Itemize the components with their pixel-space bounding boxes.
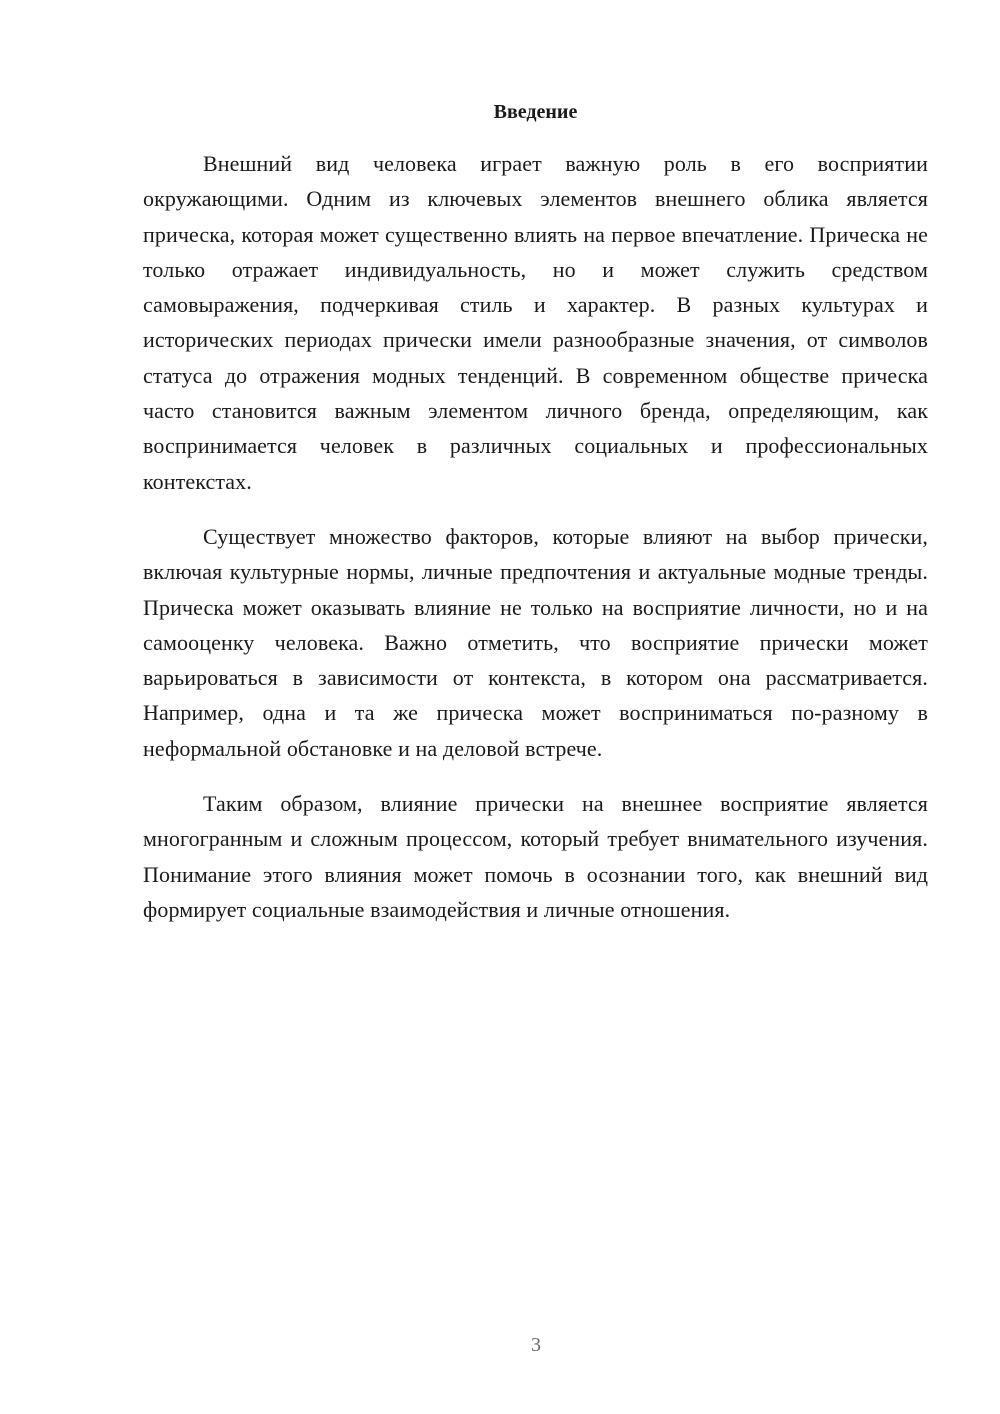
paragraph-3: Таким образом, влияние прически на внешнее восприятие является многогранным и сложным процессом, который требует внимательного изучения. Понимание этого влияния может помочь в осознании того, как внешний вид формирует социальные взаимодействия и личные отношения. xyxy=(143,791,928,922)
section-heading: Введение xyxy=(493,101,578,123)
paragraph-1: Внешний вид человека играет важную роль в его восприятии окружающими. Одним из ключевых элементов внешнего облика является прическа, которая может существенно влиять на первое впечатление. Прическа не только отражает индивидуальность, но и может служить средством самовыражения, подчеркивая стиль и характер. В разных культурах и исторических периодах прически имели разнообразные значения, от символов статуса до отражения модных тенденций. В современном обществе прическа часто становится важным элементом личного бренда, определяющим, как воспринимается человек в различных социальных и профессиональных контекстах. xyxy=(143,151,928,494)
page-content xyxy=(143,96,928,947)
page-number: 3 xyxy=(531,1334,541,1356)
paragraph-2: Существует множество факторов, которые влияют на выбор прически, включая культурные нормы, личные предпочтения и актуальные модные тренды. Прическа может оказывать влияние не только на восприятие личности, но и на самооценку человека. Важно отметить, что восприятие прически может варьироваться в зависимости от контекста, в котором она рассматривается. Например, одна и та же прическа может восприниматься по-разному в неформальной обстановке и на деловой встрече. xyxy=(143,523,928,761)
